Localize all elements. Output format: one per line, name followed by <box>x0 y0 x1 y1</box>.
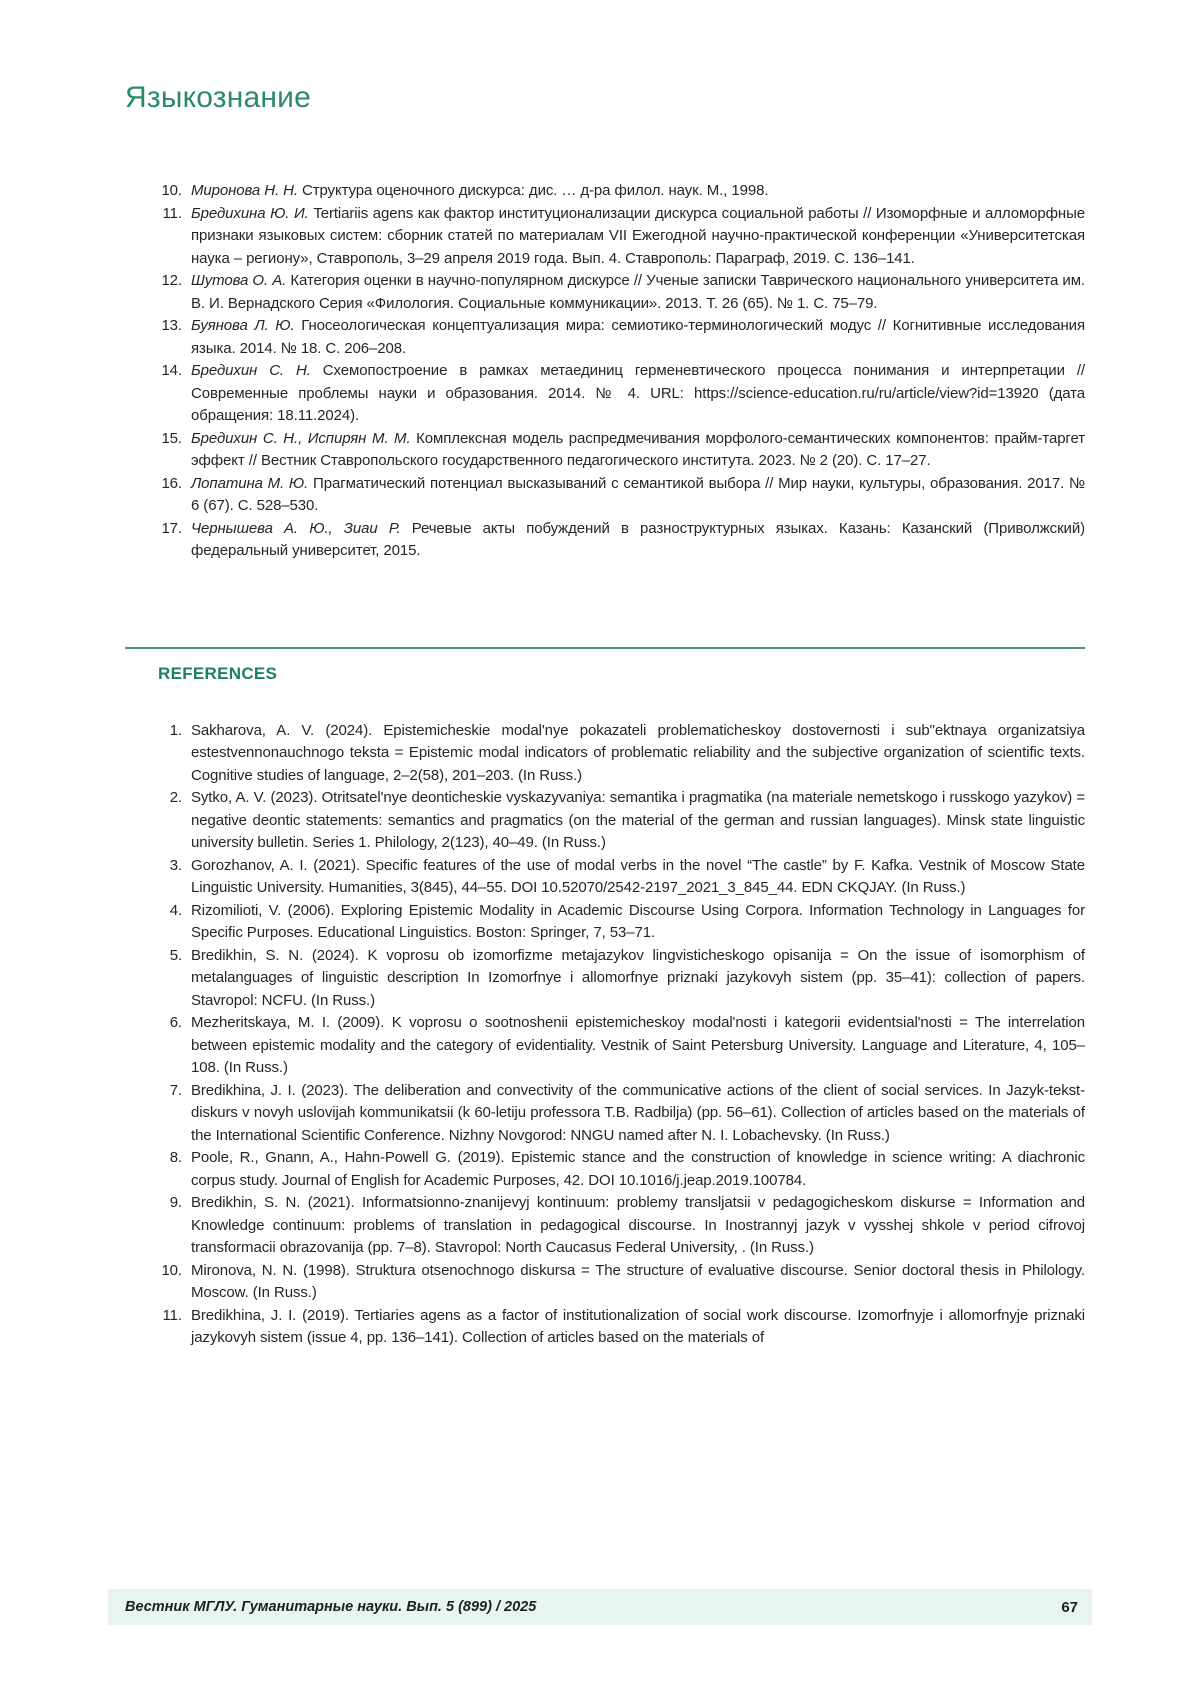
footer-page-number: 67 <box>1061 1598 1078 1616</box>
reference-number: 7. <box>169 1081 182 1099</box>
reference-authors: Буянова Л. Ю. <box>191 317 295 334</box>
reference-authors: Бредихин С. Н., Испирян М. М. <box>191 429 411 447</box>
reference-authors: Бредихина Ю. И. <box>191 204 309 222</box>
reference-item <box>125 1305 1085 1350</box>
reference-text <box>191 1192 1085 1260</box>
references-heading: REFERENCES <box>158 663 278 683</box>
reference-number: 12. <box>161 272 182 289</box>
reference-text <box>191 900 1085 945</box>
reference-item <box>125 1147 1085 1192</box>
reference-authors: Лопатина М. Ю. <box>191 474 309 492</box>
reference-item <box>125 787 1085 855</box>
reference-item <box>125 518 1085 563</box>
reference-text <box>191 1147 1085 1192</box>
reference-body: Речевые акты побуждений в разноструктурных языках. Казань: Казанский (Приволжский) федеральный университет, 2015. <box>191 519 1085 559</box>
reference-text <box>191 360 1085 428</box>
reference-body: Sytko, A. V. (2023). Otritsatel'nye deonticheskie vyskazyvaniya: semantika i pragmatika (na materiale nemetskogo i russkogo yazykov) = negative deontic statements: semantics and pragmatics (on the material of the german and russian languages). Minsk state linguistic university bulletin. Series 1. Philology, 2(123), 40–49. (In Russ.) <box>191 789 1085 851</box>
reference-text <box>191 720 1085 788</box>
reference-item <box>125 203 1085 271</box>
reference-authors: Шутова О. А. <box>191 272 287 289</box>
reference-item <box>125 315 1085 360</box>
reference-body: Bredikhina, J. I. (2023). The deliberation and convectivity of the communicative actions of the client of social services. In Jazyk-tekst-diskurs v novyh uslovijah kommunikatsii (k 60-letiju professora T.B. Radbilja) (pp. 56–61). Collection of articles based on the materials of the International Scientific Conference. Nizhny Novgorod: NNGU named after N. I. Lobachevsky. (In Russ.) <box>191 1081 1085 1144</box>
reference-item <box>125 270 1085 315</box>
english-references-list <box>125 720 1085 1350</box>
reference-item <box>125 428 1085 473</box>
reference-authors: Бредихин С. Н. <box>191 362 311 379</box>
reference-number: 6. <box>169 1014 182 1031</box>
reference-body: Sakharova, A. V. (2024). Epistemicheskie modal'nye pokazateli problematicheskoy dostovernosti i sub"ektnaya organizatsiya estestvennonauchnogo teksta = Epistemic modal indicators of problematic reliability and the subjective organization of scientific texts. Cognitive studies of language, 2–2(58), 201–203. (In Russ.) <box>191 721 1085 784</box>
reference-text <box>191 315 1085 360</box>
reference-item <box>125 855 1085 900</box>
reference-number: 1. <box>169 721 182 739</box>
reference-body: Прагматический потенциал высказываний с семантикой выбора // Мир науки, культуры, образования. 2017. № 6 (67). С. 528–530. <box>191 474 1085 514</box>
reference-number: 5. <box>169 946 182 964</box>
footer-journal-title: Вестник МГЛУ. Гуманитарные науки. Вып. 5 (899) / 2025 <box>125 1599 537 1615</box>
reference-number: 11. <box>162 204 182 222</box>
page-title: Языкознание <box>125 81 312 114</box>
reference-item <box>125 900 1085 945</box>
reference-authors: Миронова Н. Н. <box>191 182 298 199</box>
reference-body: Bredikhin, S. N. (2021). Informatsionno-znanijevyj kontinuum: problemy transljatsii v pedagogicheskom diskurse = Information and Knowledge continuum: problems of translation in pedagogical discourse. In Inostrannyj jazyk v vysshej shkole v period cifrovoj transformacii obrazovanija (pp. 7–8). Stavropol: North Caucasus Federal University, . (In Russ.) <box>191 1194 1085 1256</box>
page-footer <box>108 1589 1092 1625</box>
reference-number: 9. <box>169 1194 182 1211</box>
reference-number: 13. <box>161 317 182 334</box>
reference-text <box>191 518 1085 563</box>
reference-number: 10. <box>161 1261 182 1279</box>
reference-body: Mironova, N. N. (1998). Struktura otsenochnogo diskursa = The structure of evaluative discourse. Senior doctoral thesis in Philology. Moscow. (In Russ.) <box>191 1261 1085 1301</box>
reference-body: Bredikhina, J. I. (2019). Tertiaries agens as a factor of institutionalization of social work discourse. Izomorfnyje i allomorfnyje priznaki jazykovyh sistem (issue 4, pp. 136–141). Collection of articles based on the materials of <box>191 1306 1085 1346</box>
reference-body: Bredikhin, S. N. (2024). K voprosu ob izomorfizme metajazykov lingvisticheskogo opisanija = On the issue of isomorphism of metalanguages of linguistic description In Izomorfnye i allomorfnye priznaki jazykovyh sistem (pp. 35–41): collection of papers. Stavropol: NCFU. (In Russ.) <box>191 946 1085 1009</box>
reference-item <box>125 473 1085 518</box>
reference-body: Структура оценочного дискурса: дис. … д-ра филол. наук. М., 1998. <box>301 182 769 199</box>
reference-number: 2. <box>169 789 182 806</box>
reference-number: 8. <box>169 1149 182 1166</box>
reference-text <box>191 1080 1085 1148</box>
reference-number: 15. <box>161 429 182 447</box>
reference-body: Gorozhanov, A. I. (2021). Specific features of the use of modal verbs in the novel “The castle” by F. Kafka. Vestnik of Moscow State Linguistic University. Humanities, 3(845), 44–55. DOI 10.52070/2542-2197_2021_3_845_44. EDN CKQJAY. (In Russ.) <box>191 856 1085 896</box>
reference-text <box>191 270 1085 315</box>
reference-item <box>125 180 1085 203</box>
reference-number: 14. <box>161 362 182 379</box>
reference-text <box>191 1305 1085 1350</box>
reference-item <box>125 945 1085 1013</box>
reference-item <box>125 1260 1085 1305</box>
reference-text <box>191 1012 1085 1080</box>
reference-item <box>125 1080 1085 1148</box>
reference-number: 17. <box>161 519 182 537</box>
reference-number: 11. <box>162 1306 182 1324</box>
reference-number: 3. <box>169 856 182 874</box>
reference-text <box>191 180 1085 203</box>
reference-text <box>191 855 1085 900</box>
reference-body: Схемопостроение в рамках метаединиц герменевтического процесса понимания и интерпретации // Современные проблемы науки и образования. 2014. № 4. URL: https://science-education.ru/ru/article/view?id=13920 (дата обращения: 18.11.2024). <box>191 362 1085 424</box>
reference-item <box>125 360 1085 428</box>
reference-text <box>191 203 1085 271</box>
section-divider <box>125 647 1085 649</box>
reference-body: Tertiariis agens как фактор институционализации дискурса социальной работы // Изоморфные и алломорфные признаки языковых систем: сборник статей по материалам VII Ежегодной научно-практической конференции «Университетская наука – региону», Ставрополь, 3–29 апреля 2019 года. Вып. 4. Ставрополь: Параграф, 2019. С. 136–141. <box>191 204 1085 267</box>
reference-text <box>191 787 1085 855</box>
russian-references-list <box>125 180 1085 563</box>
reference-item <box>125 1012 1085 1080</box>
reference-text <box>191 473 1085 518</box>
reference-item <box>125 720 1085 788</box>
reference-text <box>191 428 1085 473</box>
reference-body: Гносеологическая концептуализация мира: семиотико-терминологический модус // Когнитивные исследования языка. 2014. № 18. С. 206–208. <box>191 317 1085 357</box>
reference-body: Категория оценки в научно-популярном дискурсе // Ученые записки Таврического национального университета им. В. И. Вернадского Серия «Филология. Социальные коммуникации». 2013. Т. 26 (65). № 1. С. 75–79. <box>191 272 1085 312</box>
reference-number: 16. <box>161 474 182 492</box>
reference-text <box>191 1260 1085 1305</box>
reference-authors: Чернышева А. Ю., Зиаи Р. <box>191 519 401 537</box>
reference-body: Комплексная модель распредмечивания морфолого-семантических компонентов: прайм-таргет эффект // Вестник Ставропольского государственного педагогического института. 2023. № 2 (20). С. 17–27. <box>191 429 1085 469</box>
reference-body: Rizomilioti, V. (2006). Exploring Epistemic Modality in Academic Discourse Using Corpora. Information Technology in Languages for Specific Purposes. Educational Linguistics. Boston: Springer, 7, 53–71. <box>191 901 1085 941</box>
reference-item <box>125 1192 1085 1260</box>
reference-number: 4. <box>169 901 182 919</box>
reference-text <box>191 945 1085 1013</box>
reference-number: 10. <box>161 182 182 199</box>
reference-body: Mezheritskaya, M. I. (2009). K voprosu o sootnoshenii epistemicheskoy modal'nosti i kategorii evidentsial'nosti = The interrelation between epistemic modality and the category of evidentiality. Vestnik of Saint Petersburg University. Language and Literature, 4, 105–108. (In Russ.) <box>191 1014 1085 1076</box>
reference-body: Poole, R., Gnann, A., Hahn-Powell G. (2019). Epistemic stance and the construction of knowledge in science writing: A diachronic corpus study. Journal of English for Academic Purposes, 42. DOI 10.1016/j.jeap.2019.100784. <box>191 1149 1085 1189</box>
